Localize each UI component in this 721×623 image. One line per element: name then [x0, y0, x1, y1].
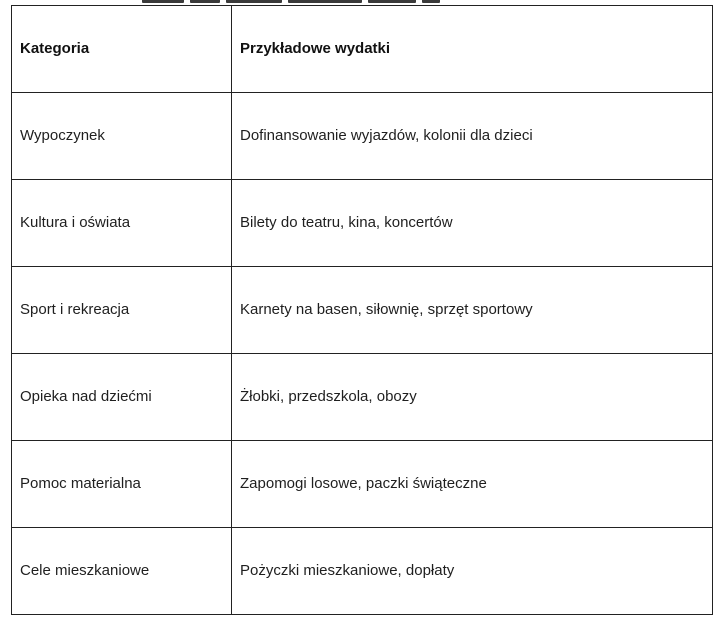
expense-categories-table — [11, 5, 713, 615]
table-row — [12, 528, 713, 615]
table-row — [12, 180, 713, 267]
example-expenses-cell: Pożyczki mieszkaniowe, dopłaty — [232, 528, 713, 615]
example-expenses-cell: Bilety do teatru, kina, koncertów — [232, 180, 713, 267]
clipped-text-line — [0, 0, 721, 3]
example-expenses-cell: Karnety na basen, siłownię, sprzęt sportowy — [232, 267, 713, 354]
column-header-example-expenses: Przykładowe wydatki — [232, 6, 713, 93]
table-row — [12, 93, 713, 180]
example-expenses-cell: Dofinansowanie wyjazdów, kolonii dla dzieci — [232, 93, 713, 180]
table-row — [12, 354, 713, 441]
category-cell: Sport i rekreacja — [12, 267, 232, 354]
category-cell: Wypoczynek — [12, 93, 232, 180]
column-header-category: Kategoria — [12, 6, 232, 93]
table-row — [12, 441, 713, 528]
example-expenses-cell: Zapomogi losowe, paczki świąteczne — [232, 441, 713, 528]
example-expenses-cell: Żłobki, przedszkola, obozy — [232, 354, 713, 441]
table-header-row — [12, 6, 713, 93]
category-cell: Pomoc materialna — [12, 441, 232, 528]
table-row — [12, 267, 713, 354]
category-cell: Opieka nad dziećmi — [12, 354, 232, 441]
category-cell: Cele mieszkaniowe — [12, 528, 232, 615]
category-cell: Kultura i oświata — [12, 180, 232, 267]
